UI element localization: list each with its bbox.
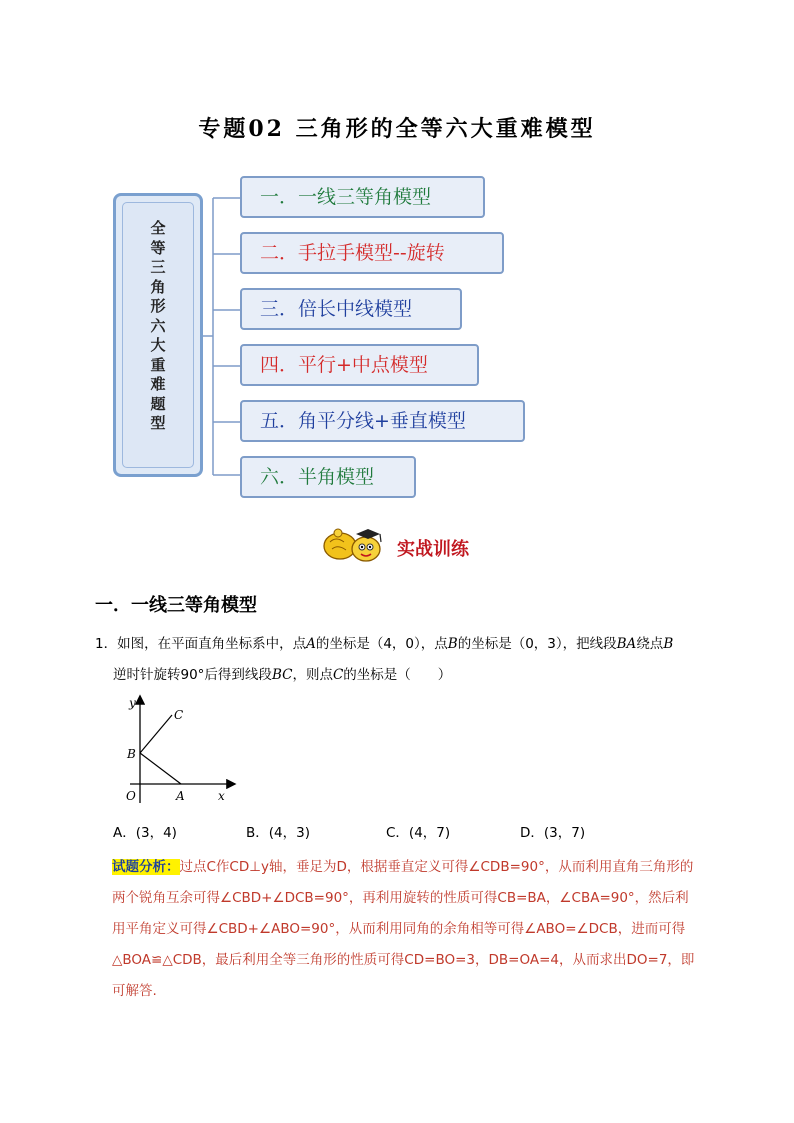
coordinate-figure [118,693,240,805]
analysis-text: 过点C作CD⊥y轴，垂足为D，根据垂直定义可得∠CDB=90°，从而利用直角三角形的两个锐角互余可得∠CBD+∠DCB=90°，再利用旋转的性质可得CB=BA，∠CBA=90°，然后利用平角定义可得∠CBD+∠ABO=90°，从而利用同角的余角相等可得∠ABO=∠DCB，进而可得△BOA≌△CDB，最后利用全等三角形的性质可得CD=BO=3，DB=OA=4，从而求出DO=7，即可解答. [112,859,695,999]
label-B: B [127,747,136,761]
mindmap-connectors [200,190,245,490]
segment-BC [140,715,172,753]
mindmap-root-label: 全 等 三 角 形 六 大 重 难 题 型 [150,219,166,432]
option-c: C．(4，7) [386,825,451,841]
analysis-tag: 试题分析： [112,859,180,875]
segment-BA [140,753,181,784]
mindmap-item-6: 六．半角模型 [240,456,416,498]
label-A: A [176,789,185,803]
mindmap-item-1: 一．一线三等角模型 [240,176,485,218]
question-line-1: 1．如图，在平面直角坐标系中，点A的坐标是（4，0），点B的坐标是（0，3），把线段BA绕点B [95,636,674,652]
mindmap-item-3: 三．倍长中线模型 [240,288,462,330]
label-x: x [218,789,225,803]
mindmap-item-5: 五．角平分线+垂直模型 [240,400,525,442]
label-C: C [174,708,184,722]
analysis-block [112,852,702,1007]
option-d: D．(3，7) [520,825,586,841]
training-label: 实战训练 [397,539,469,560]
option-b: B．(4，3) [246,825,310,841]
label-O: O [126,789,136,803]
mindmap-item-2: 二．手拉手模型--旋转 [240,232,504,274]
section-heading: 一．一线三等角模型 [95,595,257,616]
mascot-icon [318,522,390,566]
label-y: y [129,696,136,710]
mindmap-item-4: 四．平行+中点模型 [240,344,479,386]
mindmap-root [113,193,203,477]
page-title: 专题02 三角形的全等六大重难模型 [198,116,596,142]
question-line-2: 逆时针旋转90°后得到线段BC，则点C的坐标是（ ） [113,667,452,683]
question-text [95,629,705,691]
option-a: A．(3，4) [113,825,177,841]
